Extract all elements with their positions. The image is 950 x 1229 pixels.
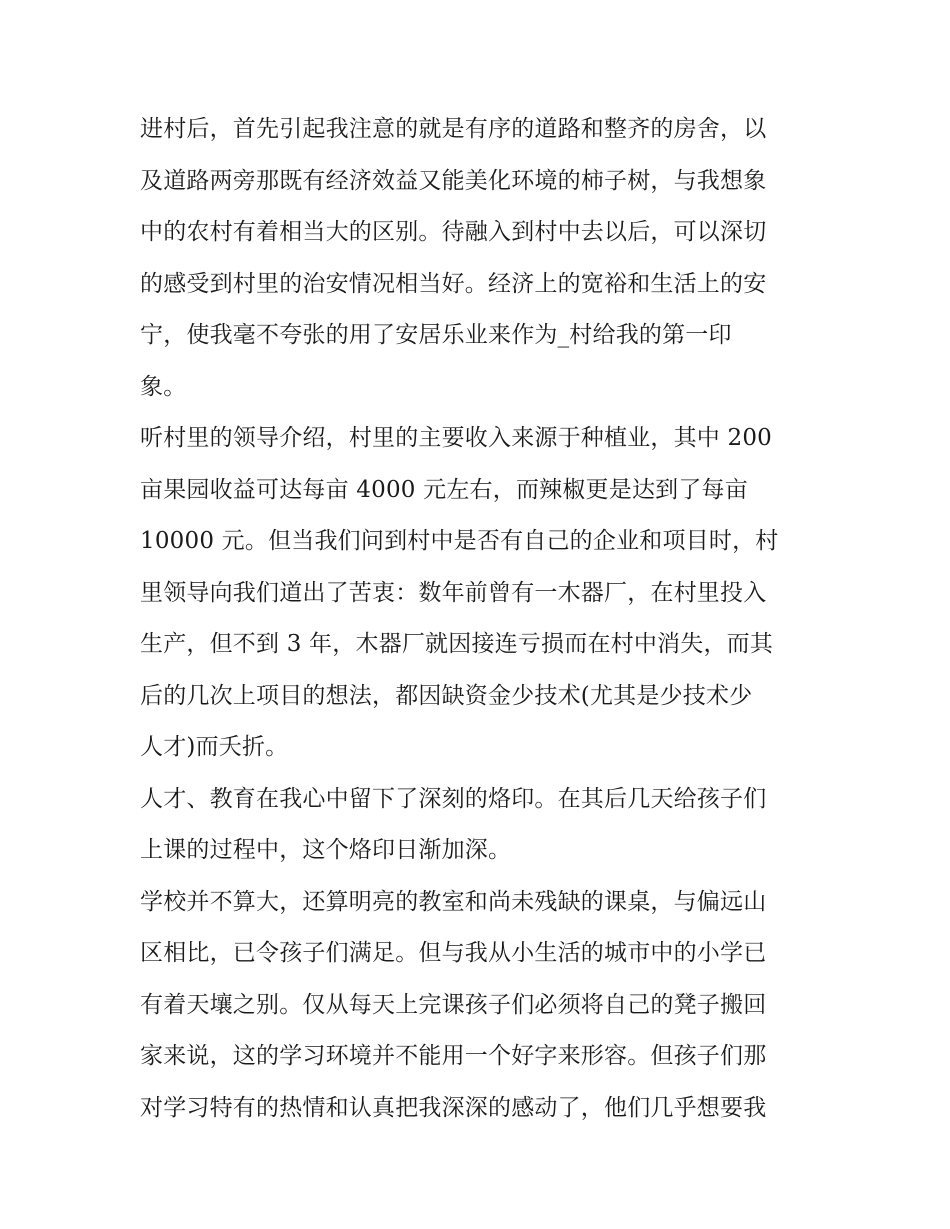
paragraph-school-description bbox=[140, 877, 812, 1135]
text-line: 进村后，首先引起我注意的就是有序的道路和整齐的房舍，以 bbox=[140, 116, 767, 142]
text-line: 里领导向我们道出了苦衷：数年前曾有一木器厂，在村里投入 bbox=[140, 579, 767, 606]
text-line: 宁，使我毫不夸张的用了安居乐业来作为_村给我的第一印 bbox=[140, 322, 732, 348]
text-line: 学校并不算大，还算明亮的教室和尚未残缺的课桌，与偏远山 bbox=[140, 888, 767, 915]
paragraph-village-income bbox=[140, 413, 812, 774]
text-line: 象。 bbox=[140, 373, 187, 400]
text-line: 家来说，这的学习环境并不能用一个好字来形容。但孩子们那 bbox=[140, 1043, 767, 1069]
paragraph-education-impression bbox=[140, 774, 812, 877]
text-line: 中的农村有着相当大的区别。待融入到村中去以后，可以深切 bbox=[140, 219, 767, 245]
paragraph-village-impression bbox=[140, 104, 812, 413]
text-line: 后的几次上项目的想法，都因缺资金少技术(尤其是少技术少 bbox=[140, 682, 753, 709]
text-line: 对学习特有的热情和认真把我深深的感动了，他们几乎想要我 bbox=[140, 1094, 767, 1121]
text-line: 有着天壤之别。仅从每天上完课孩子们必须将自己的凳子搬回 bbox=[140, 991, 767, 1018]
text-line: 区相比，已令孩子们满足。但与我从小生活的城市中的小学已 bbox=[140, 940, 767, 966]
text-line: 生产，但不到 3 年，木器厂就因接连亏损而在村中消失，而其 bbox=[140, 631, 774, 657]
text-line: 及道路两旁那既有经济效益又能美化环境的柿子树，与我想象 bbox=[140, 167, 767, 194]
text-line: 的感受到村里的治安情况相当好。经济上的宽裕和生活上的安 bbox=[140, 270, 767, 297]
document-body bbox=[140, 104, 812, 1134]
text-line: 上课的过程中，这个烙印日渐加深。 bbox=[140, 837, 512, 863]
text-line: 人才)而夭折。 bbox=[140, 734, 289, 760]
text-line: 亩果园收益可达每亩 4000 元左右，而辣椒更是达到了每亩 bbox=[140, 476, 748, 503]
text-line: 听村里的领导介绍，村里的主要收入来源于种植业，其中 200 bbox=[140, 425, 773, 451]
text-line: 10000 元。但当我们问到村中是否有自己的企业和项目时，村 bbox=[140, 528, 779, 554]
text-line: 人才、教育在我心中留下了深刻的烙印。在其后几天给孩子们 bbox=[140, 785, 767, 812]
